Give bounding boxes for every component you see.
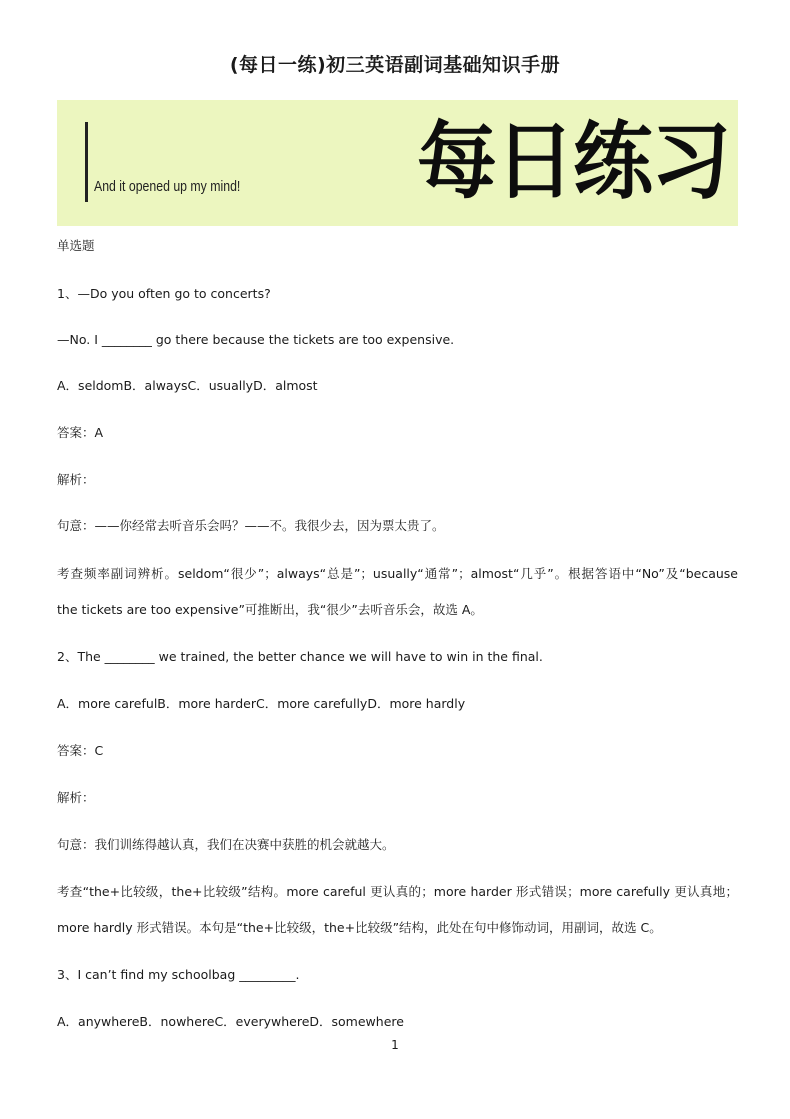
question-2-meaning: 句意：我们训练得越认真，我们在决赛中获胜的机会就越大。: [57, 837, 395, 852]
question-2-explain-line2: more hardly 形式错误。本句是“the+比较级，the+比较级”结构，此处在句中修饰动词，用副词，故选 C。: [57, 920, 662, 935]
question-1-options: A．seldomB．alwaysC．usuallyD．almost: [57, 378, 318, 393]
question-3-options: A．anywhereB．nowhereC．everywhereD．somewhere: [57, 1014, 404, 1029]
question-2-answer: 答案：C: [57, 743, 104, 758]
question-1-answer: 答案：A: [57, 425, 104, 440]
question-2-options: A．more carefulB．more harderC．more carefullyD．more hardly: [57, 696, 466, 711]
question-1-analysis-label: 解析：: [57, 472, 95, 487]
question-1-explain-line2: the tickets are too expensive”可推断出，我“很少”去听音乐会，故选 A。: [57, 602, 483, 617]
question-1-meaning: 句意：——你经常去听音乐会吗？——不。我很少去，因为票太贵了。: [57, 518, 445, 533]
page-title: (每日一练)初三英语副词基础知识手册: [229, 54, 561, 76]
banner-slogan: And it opened up my mind!: [94, 178, 241, 195]
question-3-stem: 3、I can’t find my schoolbag _________.: [57, 967, 300, 982]
question-1-explain-line1: 考查频率副词辨析。seldom“很少”；always“总是”；usually“通常”；almost“几乎”。根据答语中“No”及“because: [57, 566, 738, 581]
banner-image: [57, 100, 738, 226]
question-2-explain-line1: 考查“the+比较级，the+比较级”结构。more careful 更认真的；more harder 形式错误；more carefully 更认真地；: [57, 884, 738, 899]
question-1-stem-line1: 1、—Do you often go to concerts?: [57, 286, 271, 301]
banner-logo: 每日练习: [417, 112, 729, 211]
question-1-stem-line2: —No. I ________ go there because the tickets are too expensive.: [57, 332, 455, 347]
question-2-analysis-label: 解析：: [57, 790, 95, 805]
question-2-stem: 2、The ________ we trained, the better chance we will have to win in the final.: [57, 649, 543, 664]
banner-bar: [85, 122, 88, 202]
page-number: 1: [391, 1038, 399, 1052]
section-label: 单选题: [57, 238, 95, 253]
